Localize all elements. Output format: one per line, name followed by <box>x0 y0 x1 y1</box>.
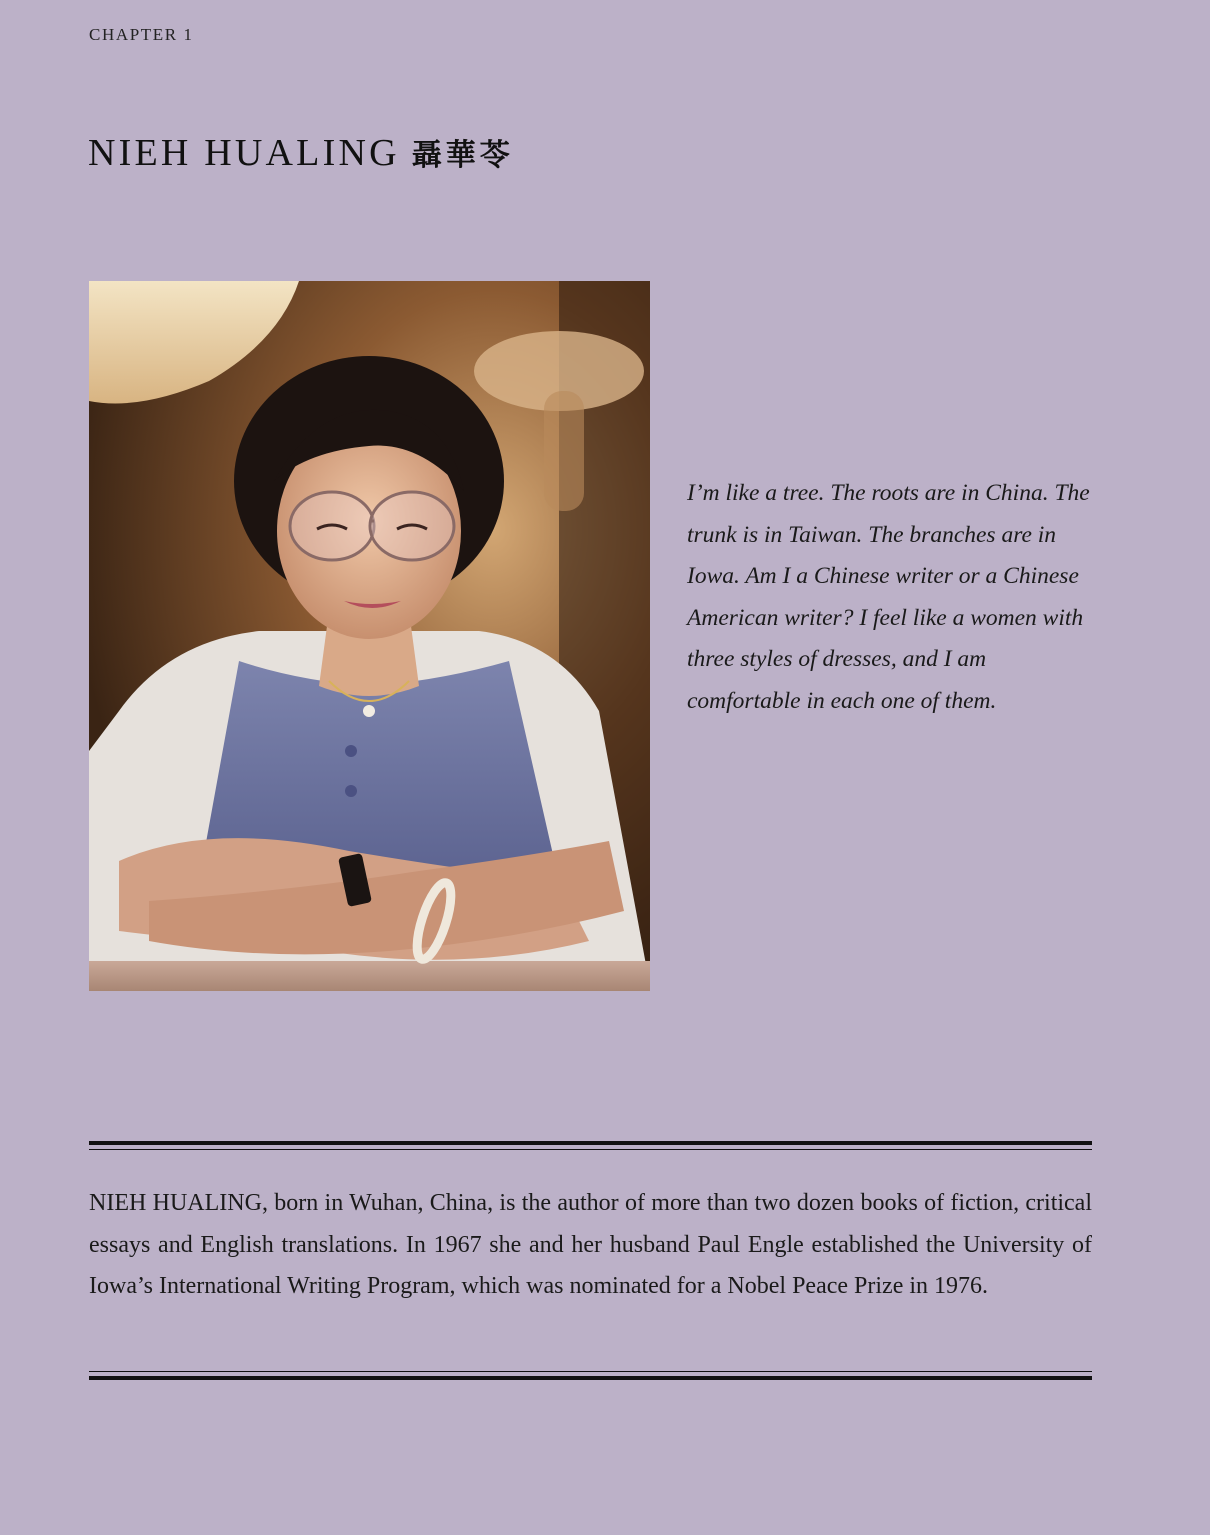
top-double-rule <box>89 1141 1092 1150</box>
author-bio: NIEH HUALING, born in Wuhan, China, is the author of more than two dozen books of fiction, critical essays and English translations. In 1967 she and her husband Paul Engle established the University of Iowa’s International Writing Program, which was nominated for a Nobel Peace Prize in 1976. <box>89 1190 1092 1299</box>
title-chinese-name: 聶華苓 <box>411 138 514 173</box>
pull-quote: I’m like a tree. The roots are in China. The trunk is in Taiwan. The branches are in Iowa. Am I a Chinese writer or a Chinese American writer? I feel like a women with three styles of dresses, and I am comfortable in each one of them. <box>687 480 1090 714</box>
bottom-double-rule <box>89 1371 1092 1380</box>
page-title <box>88 130 514 175</box>
portrait-photo <box>89 281 650 991</box>
title-name: NIEH HUALING <box>88 132 400 174</box>
chapter-label: CHAPTER 1 <box>89 25 194 44</box>
